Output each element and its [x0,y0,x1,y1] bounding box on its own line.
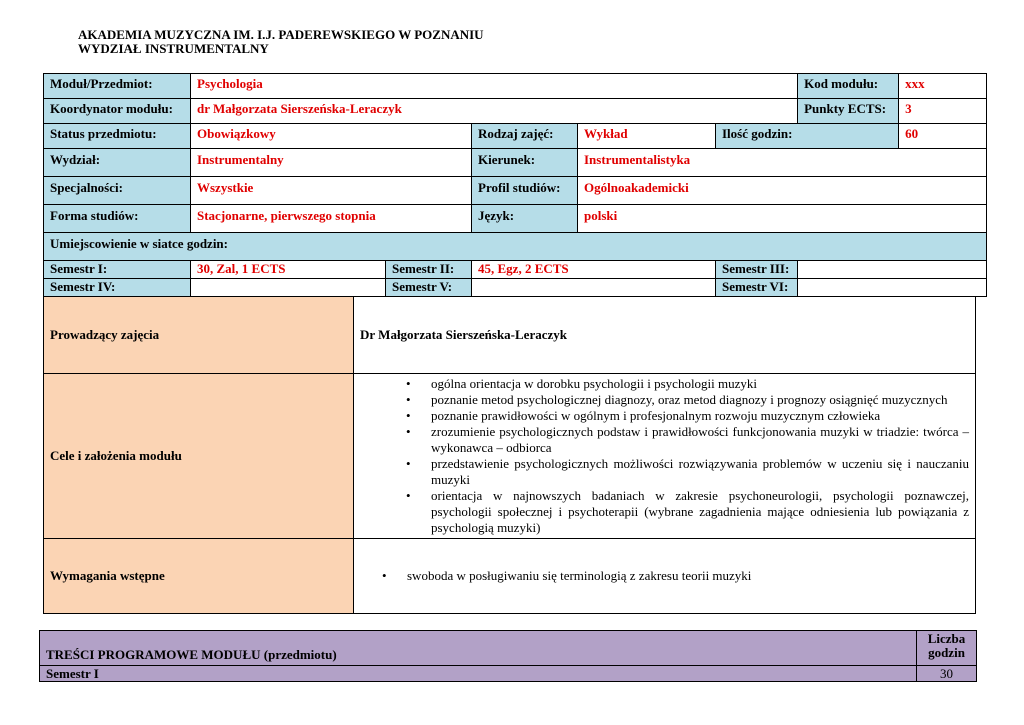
cele-item: • poznanie metod psychologicznej diagnozy, oraz metod diagnozy i prognozy osiągnięć muzycznych [406,392,969,408]
profil-label: Profil studiów: [472,177,578,205]
semestr-5-label: Semestr V: [386,279,472,297]
semestr-6-label: Semestr VI: [716,279,798,297]
wydzial-label: Wydział: [44,149,191,177]
semestr-5-value [472,279,716,297]
koordynator-label: Koordynator modułu: [44,99,191,124]
document-header [78,28,484,56]
cele-item: • ogólna orientacja w dorobku psychologii i psychologii muzyki [406,376,969,392]
semestr-2-value: 45, Egz, 2 ECTS [472,261,716,279]
kod-label: Kod modułu: [798,74,899,99]
cele-item: • przedstawienie psychologicznych możliwości rozwiązywania problemów w uczeniu się i nauczaniu muzyki [406,456,969,488]
modul-value: Psychologia [191,74,798,99]
specjalnosci-label: Specjalności: [44,177,191,205]
forma-value: Stacjonarne, pierwszego stopnia [191,205,472,233]
ects-label: Punkty ECTS: [798,99,899,124]
semestr-4-label: Semestr IV: [44,279,191,297]
godzin-value: 60 [899,124,987,149]
semestr-3-value [798,261,987,279]
profil-value: Ogólnoakademicki [578,177,987,205]
semestr-1-label: Semestr I: [44,261,191,279]
jezyk-value: polski [578,205,987,233]
semestr-row-hours: 30 [917,666,977,682]
program-table [39,630,977,682]
cele-label: Cele i założenia modułu [44,374,354,539]
academy-name: AKADEMIA MUZYCZNA IM. I.J. PADEREWSKIEGO W POZNANIU [78,27,484,42]
semestr-2-label: Semestr II: [386,261,472,279]
wymagania-item: • swoboda w posługiwaniu się terminologią z zakresu teorii muzyki [382,568,969,584]
modul-label: Moduł/Przedmiot: [44,74,191,99]
semestr-1-value: 30, Zal, 1 ECTS [191,261,386,279]
cele-item: • zrozumienie psychologicznych podstaw i prawidłowości funkcjonowania muzyki w triadzie: twórca – wykonawca – odbiorca [406,424,969,456]
status-value: Obowiązkowy [191,124,472,149]
semestr-4-value [191,279,386,297]
semestr-3-label: Semestr III: [716,261,798,279]
status-label: Status przedmiotu: [44,124,191,149]
kierunek-label: Kierunek: [472,149,578,177]
wydzial-value: Instrumentalny [191,149,472,177]
koordynator-value: dr Małgorzata Sierszeńska-Leraczyk [191,99,798,124]
module-info-table [43,73,987,297]
ects-value: 3 [899,99,987,124]
rodzaj-value: Wykład [578,124,716,149]
program-title: TREŚCI PROGRAMOWE MODUŁU (przedmiotu) [40,631,917,666]
liczba-godzin-header: Liczba godzin [917,631,977,666]
prowadzacy-value: Dr Małgorzata Sierszeńska-Leraczyk [354,297,976,374]
godzin-label: Ilość godzin: [716,124,899,149]
cele-list [360,376,969,536]
forma-label: Forma studiów: [44,205,191,233]
jezyk-label: Język: [472,205,578,233]
semestr-row-label: Semestr I [40,666,917,682]
rodzaj-label: Rodzaj zajęć: [472,124,578,149]
cele-item: • orientacja w najnowszych badaniach w zakresie psychoneurologii, psychologii poznawczej, psychologii społecznej i psychoterapii (wybrane zagadnienia mające odniesienia lub powiązania z psychologią muzyki) [406,488,969,536]
wymagania-list [360,568,969,584]
semestr-6-value [798,279,987,297]
specjalnosci-value: Wszystkie [191,177,472,205]
prowadzacy-label: Prowadzący zajęcia [44,297,354,374]
umiejscowienie-label: Umiejscowienie w siatce godzin: [44,233,987,261]
module-details-table [43,296,976,614]
kierunek-value: Instrumentalistyka [578,149,987,177]
cele-item: • poznanie prawidłowości w ogólnym i profesjonalnym rozwoju muzycznym człowieka [406,408,969,424]
wymagania-label: Wymagania wstępne [44,539,354,614]
kod-value: xxx [899,74,987,99]
faculty-name: WYDZIAŁ INSTRUMENTALNY [78,41,269,56]
